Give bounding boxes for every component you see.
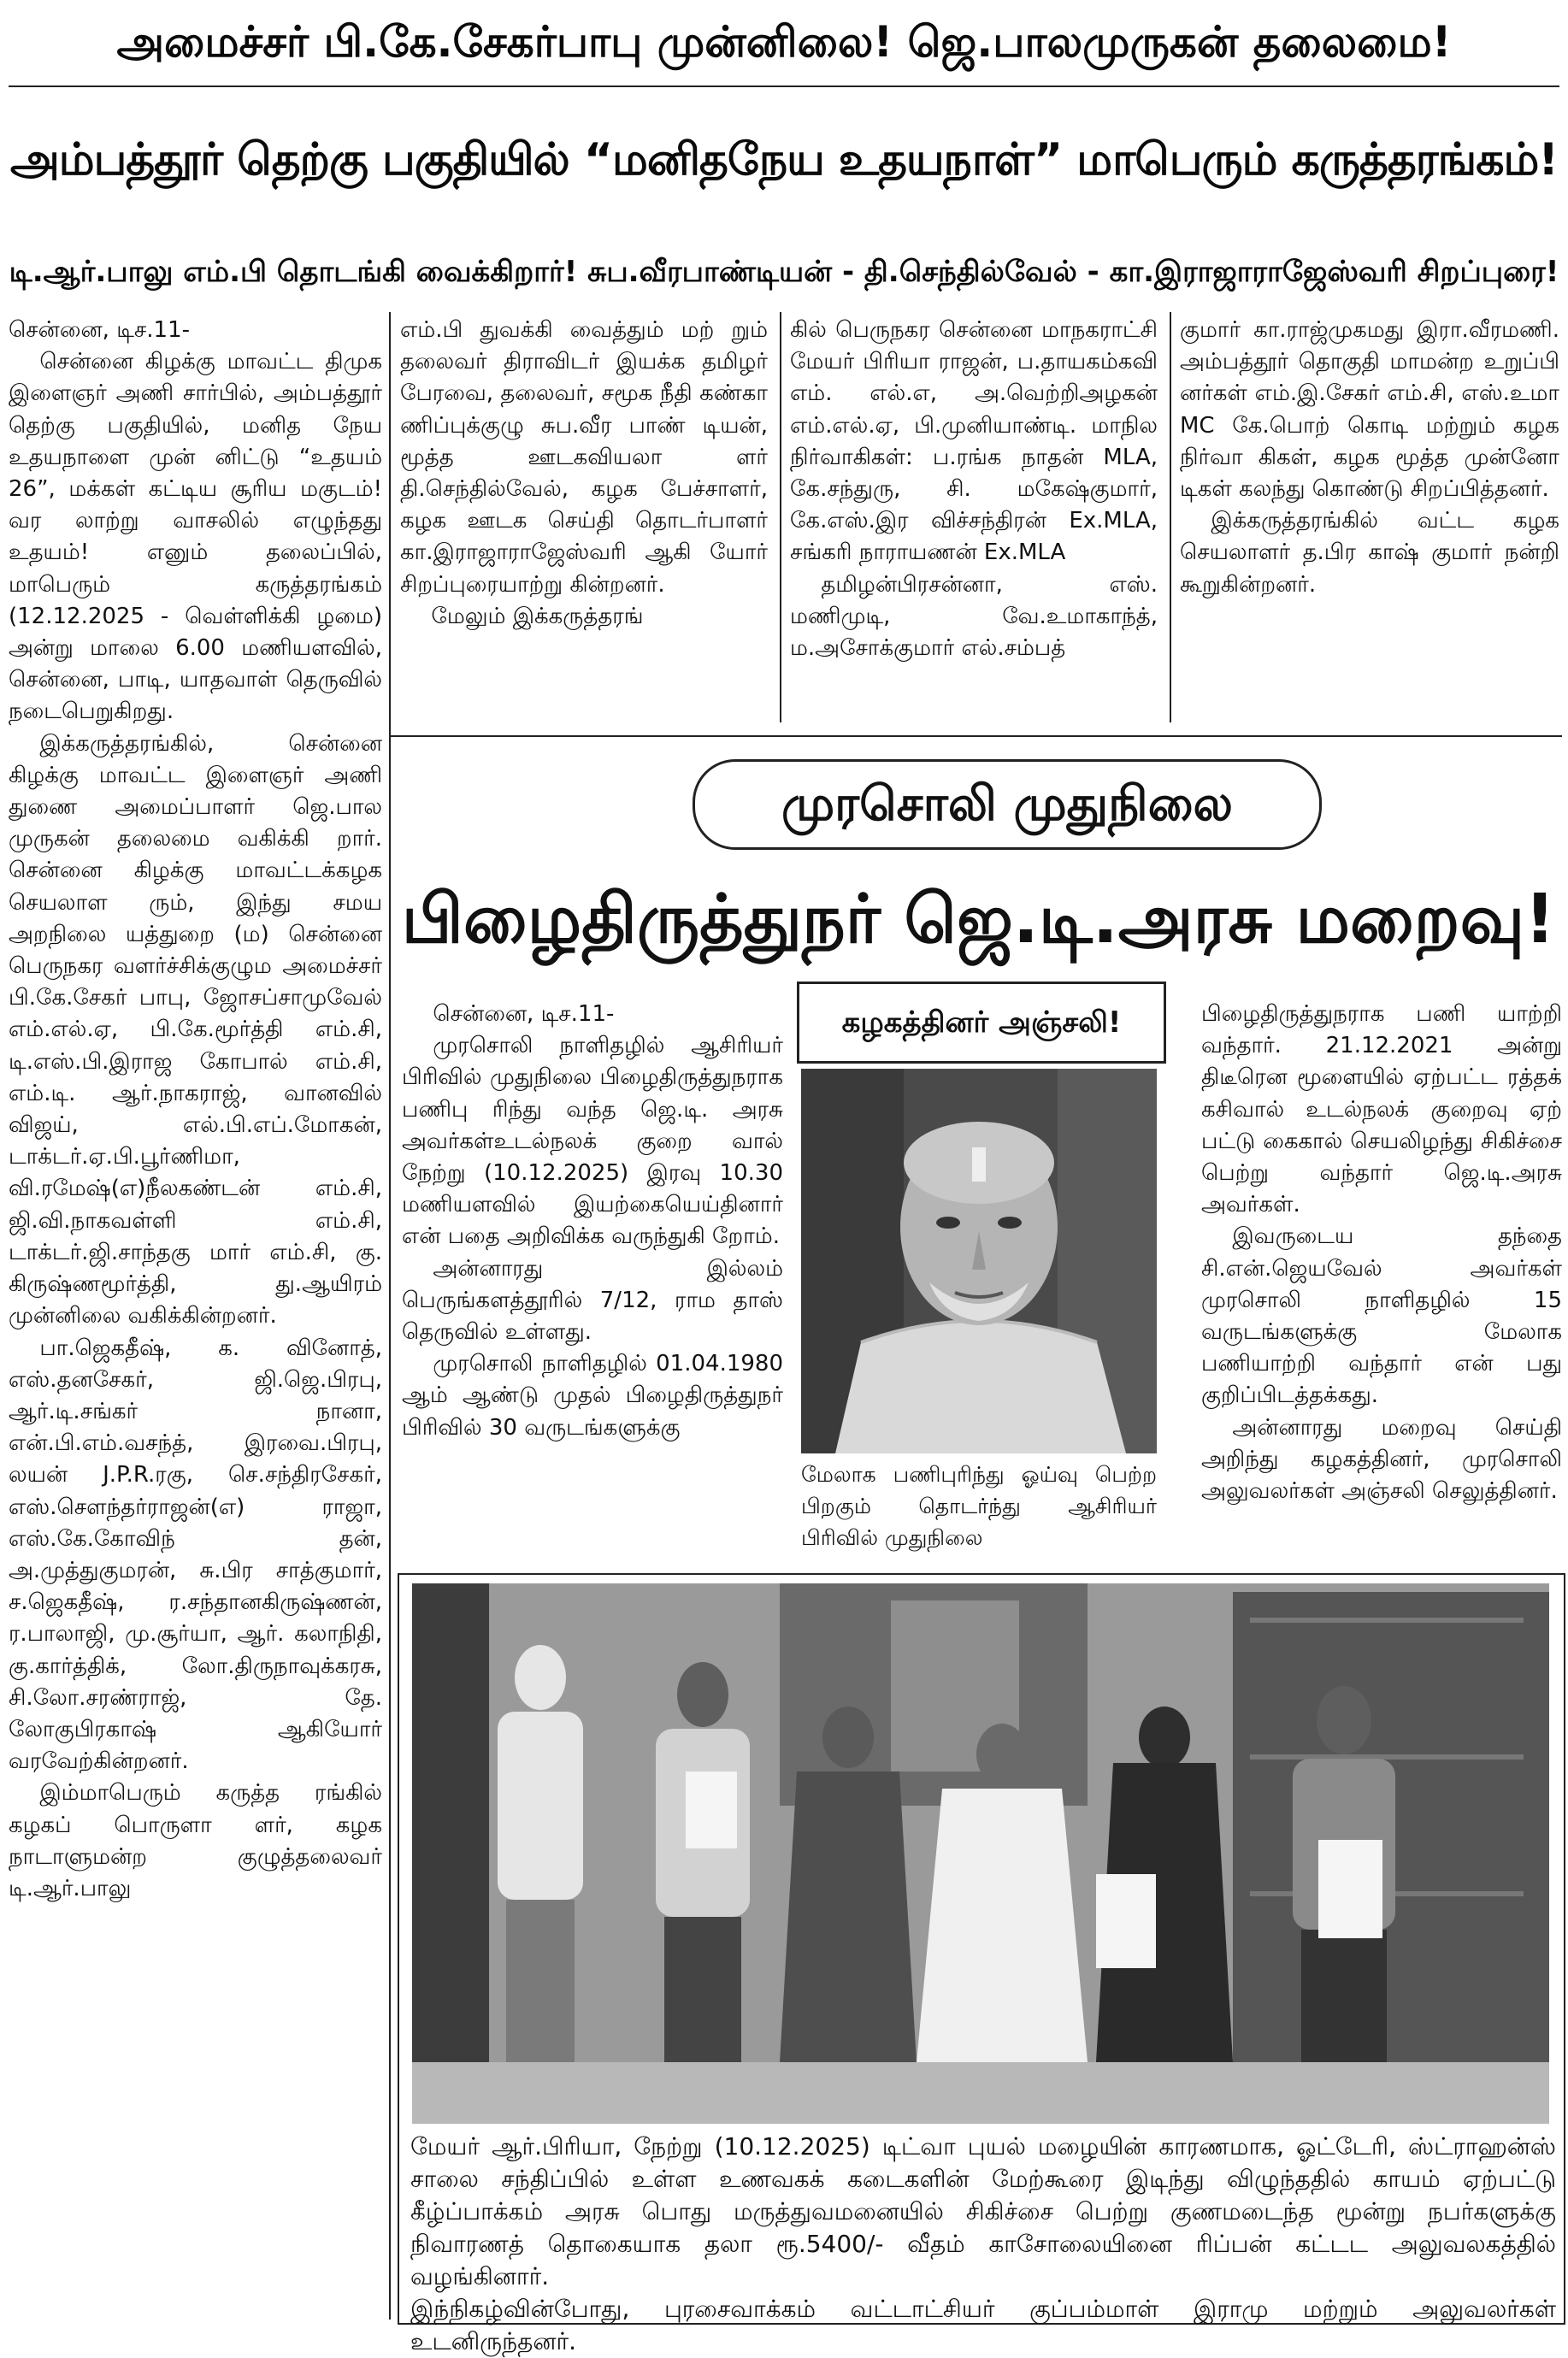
paragraph: மேலாக பணிபுரிந்து ஓய்வு பெற்ற பிறகும் தொடர்ந்து ஆசிரியர் பிரிவில் முதுநிலை — [801, 1462, 1157, 1551]
paragraph: பிழைதிருத்துநராக பணி யாற்றி வந்தார். 21.12.2021 அன்று திடீரென மூளையில் ஏற்பட்ட ரத்தக் கசிவால் உடல்நலக் குறைவு ஏற் பட்டு கைகால் செயலிழந்து சிகிச்சை பெற்று வந்தார் ஜெ.டி.அரசு அவர்கள். — [1201, 1001, 1562, 1218]
caption-paragraph: மேயர் ஆர்.பிரியா, நேற்று (10.12.2025) டிட்வா புயல் மழையின் காரணமாக, ஓட்டேரி, ஸ்ட்ராஹன்ஸ் சாலை சந்திப்பில் உள்ள உணவகக் கடைகளின் மேற்கூரை இடிந்து விழுந்ததில் காயம் ஏற்பட்டு கீழ்ப்பாக்கம் அரசு பொது மருத்துவமனையில் சிகிச்சை பெற்று குணமடைந்த மூன்று நபர்களுக்கு நிவாரணத் தொகையாக தலா ரூ.5400/- வீதம் காசோலையினை ரிப்பன் கட்டட அலுவலகத்தில் வழங்கினார். — [410, 2132, 1556, 2290]
headline-divider — [9, 85, 1559, 87]
paragraph: தமிழன்பிரசன்னா, எஸ். மணிமுடி, வே.உமாகாந்த், ம.அசோக்குமார் எல்.சம்பத் — [790, 571, 1158, 662]
photo-caption — [410, 2131, 1556, 2358]
top-headline: அமைச்சர் பி.கே.சேகர்பாபு முன்னிலை! ஜெ.பாலமுருகன் தலைமை! — [116, 17, 1452, 67]
paragraph: இவருடைய தந்தை சி.என்.ஜெயவேல் அவர்கள் முரசொலி நாளிதழில் 15 வருடங்களுக்கு மேலாக பணியாற்றி வந்தார் என் பது குறிப்பிடத்தக்கது. — [1201, 1223, 1562, 1409]
group-photo — [412, 1583, 1549, 2124]
paragraph: மேலும் இக்கருத்தரங் — [431, 603, 644, 629]
section-divider — [389, 735, 1562, 737]
paragraph: முரசொலி நாளிதழில் 01.04.1980 ஆம் ஆண்டு முதல் பிழைதிருத்துநர் பிரிவில் 30 வருடங்களுக்கு — [402, 1351, 783, 1441]
paragraph: இம்மாபெரும் கருத்த ரங்கில் கழகப் பொருளா ளர், கழக நாடாளுமன்ற குழுத்தலைவர் டி.ஆர்.பாலு — [9, 1780, 382, 1901]
column-divider — [389, 312, 391, 2320]
paragraph: அன்னாரது இல்லம் பெருங்களத்தூரில் 7/12, ராம தாஸ் தெருவில் உள்ளது. — [402, 1255, 783, 1346]
paragraph: இக்கருத்தரங்கில், சென்னை கிழக்கு மாவட்ட இளைஞர் அணி துணை அமைப்பாளர் ஜெ.பால முருகன் தலைமை வகிக்கி றார். சென்னை கிழக்கு மாவட்டக்கழக செயலாள ரும், இந்து சமய அறநிலை யத்துறை (ம) சென்னை பெருநகர வளர்ச்சிக்குழும அமைச்சர் பி.கே.சேகர் பாபு, ஜோசப்சாமுவேல் எம்.எல்.ஏ, பி.கே.மூர்த்தி எம்.சி, டி.எஸ்.பி.இராஜ கோபால் எம்.சி, எம்.டி. ஆர்.நாகராஜ், வானவில் விஜய், எல்.பி.எப்.மோகன், டாக்டர்.ஏ.பி.பூர்ணிமா, வி.ரமேஷ்(எ)நீலகண்டன் எம்.சி, ஜி.வி.நாகவள்ளி எம்.சி, டாக்டர்.ஜி.சாந்தகு மார் எம்.சி, கு. கிருஷ்ணமூர்த்தி, து.ஆயிரம் முன்னிலை வகிக்கின்றனர். — [9, 730, 382, 1329]
portrait-illustration — [801, 1069, 1157, 1453]
main-headline: அம்பத்தூர் தெற்கு பகுதியில் “மனிதநேய உதயநாள்” மாபெரும் கருத்தரங்கம்! — [9, 134, 1559, 186]
paragraph: எம்.பி துவக்கி வைத்தும் மற் றும் தலைவர் திராவிடர் இயக்க தமிழர் பேரவை, தலைவர், சமூக நீதி கண்கா ணிப்புக்குழு சுப.வீர பாண் டியன், மூத்த ஊடகவியலா ளர் தி.செந்தில்வேல், கழக பேச்சாளர், கழக ஊடக செய்தி தொடர்பாளர் கா.இராஜாராஜேஸ்வரி ஆகி யோர் சிறப்புரையாற்று கின்றனர். — [400, 317, 768, 598]
obituary-headline: பிழைதிருத்துநர் ஜெ.டி.அரசு மறைவு! — [401, 880, 1556, 958]
paragraph: முரசொலி நாளிதழில் ஆசிரியர் பிரிவில் முதுநிலை பிழைதிருத்துநராக பணிபு ரிந்து வந்த ஜெ.டி. அரசு அவர்கள்உடல்நலக் குறை வால் நேற்று (10.12.2025) இரவு 10.30 மணியளவில் இயற்கையெய்தினார் என் பதை அறிவிக்க வருந்துகி றோம். — [402, 1033, 783, 1250]
article1-column-3 — [790, 315, 1158, 725]
article2-right-column — [1201, 999, 1562, 1563]
kicker-headline: முரசொலி முதுநிலை — [693, 759, 1322, 850]
dateline: சென்னை, டிச.11- — [9, 317, 191, 343]
paragraph: அன்னாரது மறைவு செய்தி அறிந்து கழகத்தினர், முரசொலி அலுவலர்கள் அஞ்சலி செலுத்தினர். — [1201, 1414, 1562, 1505]
sub-headline: டி.ஆர்.பாலு எம்.பி தொடங்கி வைக்கிறார்! சுப.வீரபாண்டியன் - தி.செந்தில்வேல் - கா.இராஜாராஜேஸ்வரி சிறப்புரை! — [9, 255, 1559, 289]
article1-column-1 — [9, 315, 382, 2320]
column-divider — [780, 312, 781, 722]
paragraph: சென்னை கிழக்கு மாவட்ட திமுக இளைஞர் அணி சார்பில், அம்பத்தூர் தெற்கு பகுதியில், மனித நேய உதயநாளை முன் னிட்டு “உதயம் 26”, மக்கள் கட்டிய சூரிய மகுடம்! வர லாற்று வாசலில் எழுந்தது உதயம்! எனும் தலைப்பில், மாபெரும் கருத்தரங்கம் (12.12.2025 - வெள்ளிக்கி ழமை) அன்று மாலை 6.00 மணியளவில், சென்னை, பாடி, யாதவாள் தெருவில் நடைபெறுகிறது. — [9, 349, 382, 725]
paragraph: கில் பெருநகர சென்னை மாநகராட்சி மேயர் பிரியா ராஜன், ப.தாயகம்கவி எம். எல்.எ, அ.வெற்றிஅழகன் எம்.எல்.ஏ, பி.முனியாண்டி. மாநில நிர்வாகிகள்: ப.ரங்க நாதன் MLA, கே.சந்துரு, சி. மகேஷ்குமார், கே.எஸ்.இர விச்சந்திரன் Ex.MLA, சங்கரி நாராயணன் Ex.MLA — [790, 317, 1158, 566]
paragraph: இக்கருத்தரங்கில் வட்ட கழக செயலாளர் த.பிர காஷ் குமார் நன்றி கூறுகின்றனர். — [1180, 508, 1559, 598]
group-photo-illustration — [412, 1583, 1549, 2124]
paragraph: குமார் கா.ராஜ்முகமது இரா.வீரமணி. அம்பத்தூர் தொகுதி மாமன்ற உறுப்பி னர்கள் எம்.இ.சேகர் எம்.சி, எஸ்.உமா MC கே.பொற் கொடி மற்றும் கழக நிர்வா கிகள், கழக மூத்த முன்னோ டிகள் கலந்து கொண்டு சிறப்பித்தனர். — [1180, 317, 1559, 503]
article1-column-4 — [1180, 315, 1559, 725]
article2-middle-column — [801, 1459, 1157, 1565]
dateline: சென்னை, டிச.11- — [433, 1001, 615, 1027]
portrait-photo — [801, 1069, 1157, 1453]
article1-column-2 — [400, 315, 768, 725]
tribute-label: கழகத்தினர் அஞ்சலி! — [797, 982, 1166, 1064]
column-divider — [1170, 312, 1171, 722]
caption-paragraph: இந்நிகழ்வின்போது, புரசைவாக்கம் வட்டாட்சியர் குப்பம்மாள் இராமு மற்றும் அலுவலர்கள் உடனிருந்தனர். — [410, 2295, 1556, 2355]
paragraph: பா.ஜெகதீஷ், க. வினோத், எஸ்.தனசேகர், ஜி.ஜெ.பிரபு, ஆர்.டி.சங்கர் நானா, என்.பி.எம்.வசந்த், இரவை.பிரபு, லயன் J.P.R.ரகு, செ.சந்திரசேகர், எஸ்.சௌந்தர்ராஜன்(எ) ராஜா, எஸ்.கே.கோவிந் தன், அ.முத்துகுமரன், சு.பிர சாத்குமார், ச.ஜெகதீஷ், ர.சந்தானகிருஷ்ணன், ர.பாலாஜி, மு.சூர்யா, ஆர். கலாநிதி, கு.கார்த்திக், லோ.திருநாவுக்கரசு, சி.லோ.சரண்ராஜ், தே. லோகுபிரகாஷ் ஆகியோர் வரவேற்கின்றனர். — [9, 1335, 382, 1775]
article2-left-column — [402, 999, 783, 1563]
